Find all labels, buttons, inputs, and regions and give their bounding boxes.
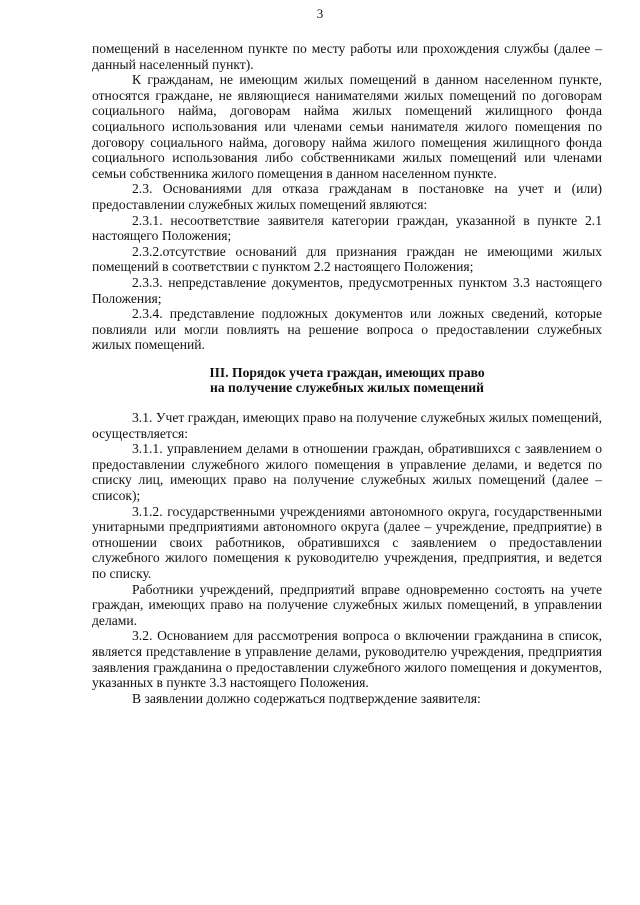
paragraph: помещений в населенном пункте по месту работы или прохождения службы (далее – данный населенный пункт). — [92, 41, 602, 72]
paragraph: 2.3.3. непредставление документов, предусмотренных пунктом 3.3 настоящего Положения; — [92, 274, 602, 306]
paragraph: 3.1.2. государственными учреждениями автономного округа, государственными унитарными предприятиями автономного округа (далее – учреждение, предприятие) в отношении своих работников, обратившихся с заявлением о предоставлении служебного жилого помещения к руководителю учреждения, предприятия, и ведется по списку. — [92, 503, 602, 581]
paragraph: 2.3. Основаниями для отказа гражданам в постановке на учет и (или) предоставлении служебных жилых помещений являются: — [92, 181, 602, 212]
paragraph: 3.2. Основанием для рассмотрения вопроса о включении гражданина в список, является представление в управление делами, руководителю учреждения, предприятия заявления гражданина о предоставлении служебного жилого помещения и документов, указанных в пункте 3.3 настоящего Положения. — [92, 628, 602, 691]
paragraph: 3.1. Учет граждан, имеющих право на получение служебных жилых помещений, осуществляется: — [92, 410, 602, 441]
paragraph: В заявлении должно содержаться подтверждение заявителя: — [132, 690, 481, 706]
paragraph: К гражданам, не имеющим жилых помещений в данном населенном пункте, относятся граждане, не являющиеся нанимателями жилых помещений по договорам социального найма, договорам найма жилых помещений жилищного фонда социального использования или членами семьи нанимателя жилого помещения по договору социального найма, договору найма жилого помещения жилищного фонда социального использования либо собственниками жилых помещений или членами семьи собственника жилого помещения в данном населенном пункте. — [92, 72, 602, 181]
paragraph: Работники учреждений, предприятий вправе одновременно состоять на учете граждан, имеющих право на получение служебных жилых помещений, в управлении делами. — [92, 581, 602, 628]
paragraph: 3.1.1. управлением делами в отношении граждан, обратившихся с заявлением о предоставлении служебного жилого помещения в управление делами, и ведется по списку лиц, имеющих право на получение служебных жилых помещений (далее – список); — [92, 441, 602, 504]
page-number: 3 — [316, 6, 324, 21]
section-title-line: III. Порядок учета граждан, имеющих право — [209, 364, 485, 380]
document-body — [92, 41, 602, 706]
section-title-line: на получение служебных жилых помещений — [210, 380, 484, 396]
paragraph: 2.3.1. несоответствие заявителя категории граждан, указанной в пункте 2.1 настоящего Положения; — [92, 212, 602, 244]
paragraph: 2.3.2.отсутствие оснований для признания граждан не имеющими жилых помещений в соответствии с пунктом 2.2 настоящего Положения; — [92, 243, 602, 275]
paragraph: 2.3.4. представление подложных документов или ложных сведений, которые повлияли или могли повлиять на решение вопроса о предоставлении служебных жилых помещений. — [92, 306, 602, 353]
section-title — [92, 365, 602, 396]
